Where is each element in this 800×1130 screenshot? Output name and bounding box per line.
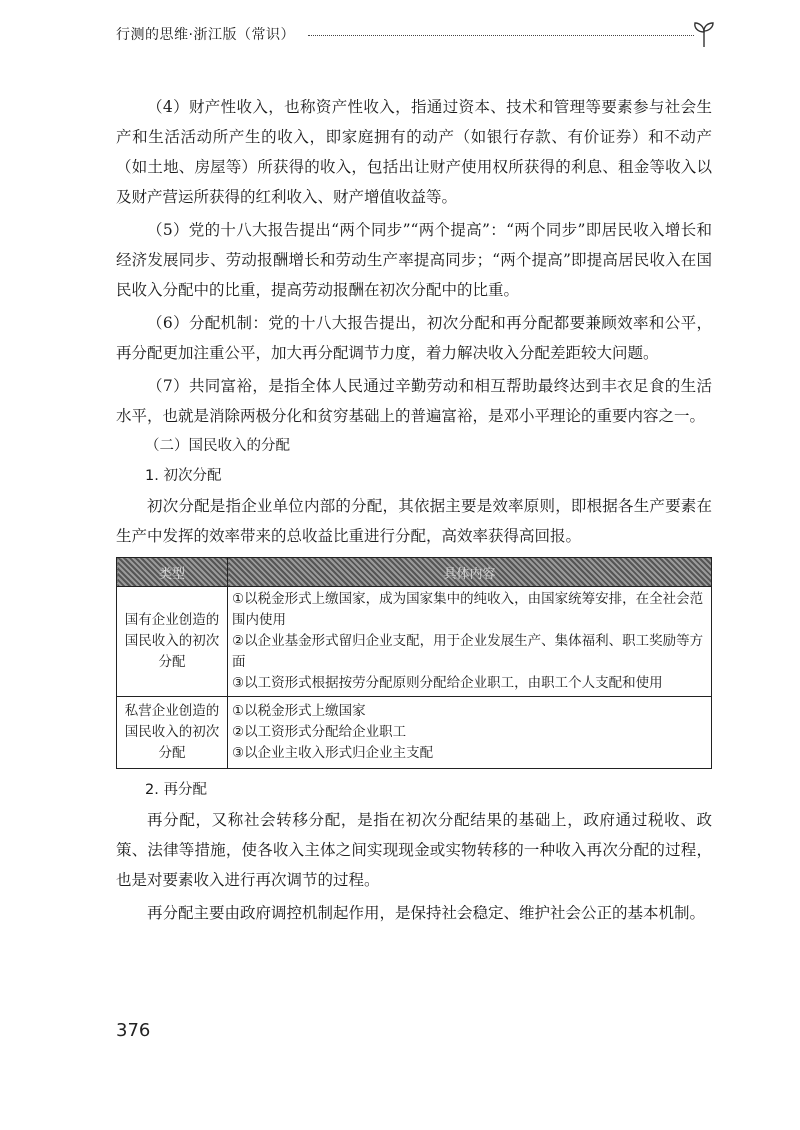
table-item: ②以工资形式分配给企业职工 [232, 724, 407, 740]
paragraph-redistribution-definition: 再分配，又称社会转移分配，是指在初次分配结果的基础上，政府通过税收、政策、法律等措施，使各收入主体之间实现现金或实物转移的一种收入再次分配的过程，也是对要素收入进行再次调节的过程。 [116, 811, 712, 889]
table-row [117, 697, 712, 769]
table-item: ③以工资形式根据按劳分配原则分配给企业职工，由职工个人支配和使用 [232, 675, 663, 691]
subsection-heading-primary: 1. 初次分配 [145, 468, 222, 484]
running-header [116, 20, 716, 50]
table-cell-content [228, 697, 712, 769]
sprout-icon [692, 20, 716, 48]
paragraph-distribution-mechanism: （6）分配机制：党的十八大报告提出，初次分配和再分配都要兼顾效率和公平，再分配更加注重公平，加大再分配调节力度，着力解决收入分配差距较大问题。 [116, 314, 712, 362]
header-rule [308, 35, 694, 36]
table-header-row [117, 558, 712, 587]
table-header-type: 类型 [117, 558, 228, 587]
table-row [117, 587, 712, 697]
table-cell-category: 国有企业创造的国民收入的初次分配 [117, 587, 228, 697]
distribution-table [116, 557, 712, 769]
table-header-content: 具体内容 [228, 558, 712, 587]
paragraph-primary-distribution: 初次分配是指企业单位内部的分配，其依据主要是效率原则，即根据各生产要素在生产中发挥的效率带来的总收益比重进行分配，高效率获得高回报。 [116, 497, 712, 545]
table-item: ③以企业主收入形式归企业主支配 [232, 745, 434, 761]
paragraph-redistribution-role: 再分配主要由政府调控机制起作用，是保持社会稳定、维护社会公正的基本机制。 [147, 904, 706, 922]
page-number: 376 [116, 1020, 151, 1041]
table-cell-category: 私营企业创造的国民收入的初次分配 [117, 697, 228, 769]
paragraph-property-income: （4）财产性收入，也称资产性收入，指通过资本、技术和管理等要素参与社会生产和生活活动所产生的收入，即家庭拥有的动产（如银行存款、有价证券）和不动产（如土地、房屋等）所获得的收入，包括出让财产使用权所获得的利息、租金等收入以及财产营运所获得的红利收入、财产增值收益等。 [116, 98, 712, 206]
running-header-title: 行测的思维·浙江版（常识） [116, 27, 295, 43]
paragraph-two-synchronizations: （5）党的十八大报告提出“两个同步”“两个提高”：“两个同步”即居民收入增长和经济发展同步、劳动报酬增长和劳动生产率提高同步；“两个提高”即提高居民收入在国民收入分配中的比重，提高劳动报酬在初次分配中的比重。 [116, 221, 712, 299]
table-cell-content [228, 587, 712, 697]
paragraph-common-prosperity: （7）共同富裕，是指全体人民通过辛勤劳动和相互帮助最终达到丰衣足食的生活水平，也就是消除两极分化和贫穷基础上的普遍富裕，是邓小平理论的重要内容之一。 [116, 377, 712, 425]
subsection-heading-redistribution: 2. 再分配 [145, 782, 207, 798]
page-content [116, 92, 712, 928]
table-item: ②以企业基金形式留归企业支配，用于企业发展生产、集体福利、职工奖励等方面 [232, 633, 704, 670]
section-heading: （二）国民收入的分配 [145, 438, 290, 454]
table-item: ①以税金形式上缴国家，成为国家集中的纯收入，由国家统筹安排，在全社会范围内使用 [232, 591, 704, 628]
table-item: ①以税金形式上缴国家 [232, 703, 366, 719]
